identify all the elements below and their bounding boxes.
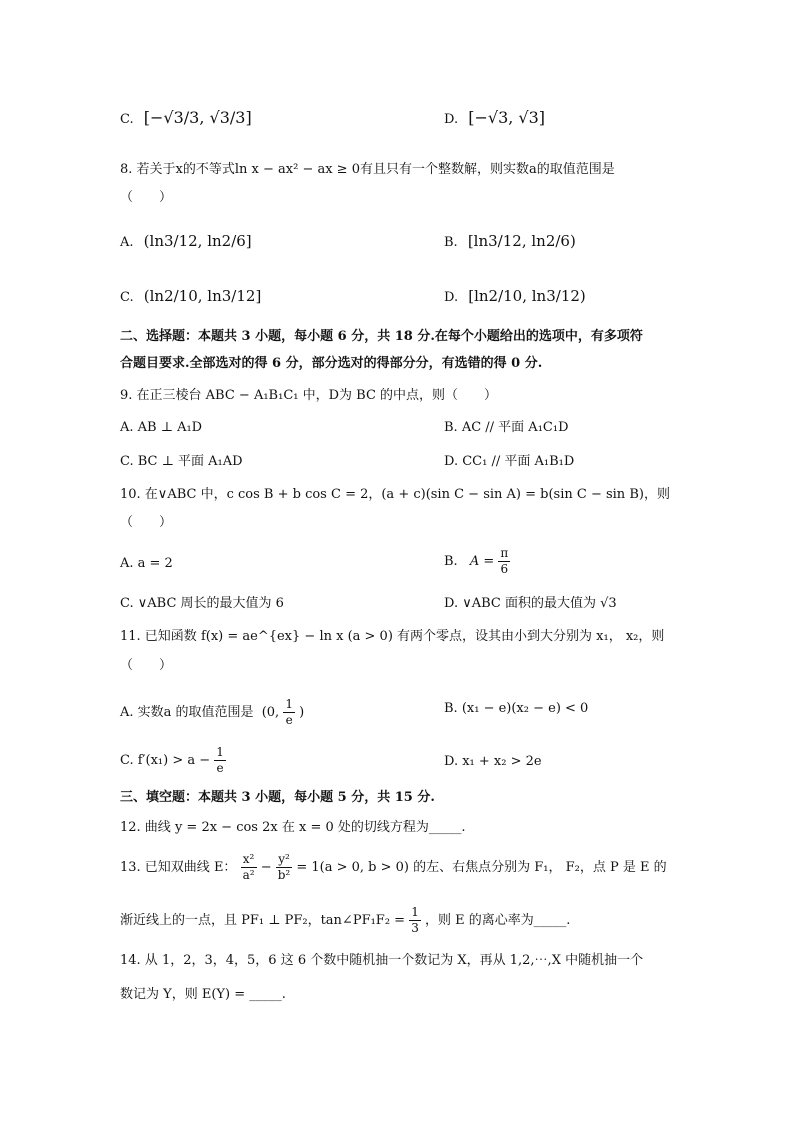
q13-f1-den: a² [242, 868, 255, 882]
q8-paren: （ ） [120, 190, 173, 205]
q11-option-d: D. x₁ + x₂ > 2e [444, 754, 542, 769]
q11-option-b: B. (x₁ − e)(x₂ − e) < 0 [444, 701, 589, 716]
q8-option-a-label: A. [120, 235, 134, 250]
q8-option-b [444, 231, 576, 253]
q8-option-b-expr: [ln3/12, ln2/6) [467, 232, 576, 250]
q10-option-b [444, 546, 510, 577]
q10-option-b-fraction [498, 546, 510, 577]
q13-f2-den: b² [277, 868, 291, 882]
section2-line1: 二、选择题：本题共 3 小题，每小题 6 分，共 18 分.在每个小题给出的选项中，有多项符 [120, 329, 643, 344]
q13-pre: 13. 已知双曲线 E： [120, 860, 237, 875]
q11-option-a-den: e [285, 713, 293, 727]
q11-option-c-pre: C. f′(x₁) > a − [120, 753, 211, 768]
q8-option-d-expr: [ln2/10, ln3/12) [468, 287, 586, 305]
section3-line1: 三、填空题：本题共 3 小题，每小题 5 分，共 15 分. [120, 790, 435, 805]
q10-option-a: A. a = 2 [120, 556, 173, 571]
q13-post: = 1(a > 0, b > 0) 的左、右焦点分别为 F₁， F₂，点 P 是 E 的 [296, 860, 667, 875]
q13-fraction-x [241, 852, 257, 883]
q9-option-b: B. AC // 平面 A₁C₁D [444, 420, 569, 435]
q11-option-c-den: e [216, 761, 224, 775]
q10-option-d: D. ∨ABC 面积的最大值为 √3 [444, 596, 617, 611]
q9-option-a: A. AB ⊥ A₁D [120, 420, 203, 435]
q13-line2-post: ，则 E 的离心率为_____. [424, 913, 571, 928]
q13-fraction-y [276, 852, 293, 883]
q13-fraction-tan [409, 905, 421, 936]
q11-option-a-lparen: (0, [261, 705, 280, 720]
q13-line1 [120, 852, 667, 883]
q8-option-b-label: B. [444, 235, 458, 250]
q7-option-c-expr: [−√3/3, √3/3] [143, 108, 252, 127]
q7-option-c [120, 108, 252, 130]
q8-option-c [120, 286, 261, 308]
q11-stem: 11. 已知函数 f(x) = ae^{ex} − ln x (a > 0) 有两个零点，设其由小到大分别为 x₁， x₂，则 [120, 629, 665, 644]
section2-line2: 合题目要求.全部选对的得 6 分，部分选对的得部分分，有选错的得 0 分. [120, 356, 543, 371]
q13-f2-num: y² [276, 852, 293, 868]
q10-stem: 10. 在∨ABC 中，c cos B + b cos C = 2，(a + c)(sin C − sin A) = b(sin C − sin B)，则 [120, 487, 670, 502]
q8-option-d [444, 286, 586, 308]
q10-option-b-den: 6 [500, 562, 509, 576]
q13-line2 [120, 905, 570, 936]
q10-option-b-num: π [500, 546, 509, 560]
q11-option-c-num: 1 [216, 745, 224, 759]
q14-line1: 14. 从 1，2，3，4，5，6 这 6 个数中随机抽一个数记为 X，再从 1,2,⋯,X 中随机抽一个 [120, 953, 644, 968]
q8-stem: 8. 若关于x的不等式ln x − ax² − ax ≥ 0有且只有一个整数解，则实数a的取值范围是 [120, 162, 615, 177]
q13-f3-num: 1 [411, 905, 419, 919]
q11-option-a [120, 697, 304, 728]
q13-f1-num: x² [241, 852, 257, 868]
q12-stem: 12. 曲线 y = 2x − cos 2x 在 x = 0 处的切线方程为_____. [120, 820, 466, 835]
q7-option-d-label: D. [444, 112, 459, 127]
q9-option-c: C. BC ⊥ 平面 A₁AD [120, 454, 243, 469]
q10-option-b-label: B. [444, 554, 458, 569]
q7-option-d [444, 108, 545, 130]
q7-option-d-expr: [−√3, √3] [468, 108, 546, 127]
q8-option-a [120, 231, 252, 253]
q11-paren: （ ） [120, 658, 173, 673]
q13-f3-den: 3 [411, 921, 419, 935]
q8-option-a-expr: (ln3/12, ln2/6] [143, 232, 252, 250]
q11-option-a-num: 1 [285, 697, 293, 711]
q11-option-a-pre: A. 实数a 的取值范围是 [120, 705, 254, 720]
q14-line2: 数记为 Y，则 E(Y) = _____. [120, 987, 286, 1002]
q8-option-c-expr: (ln2/10, ln3/12] [143, 287, 262, 305]
q7-option-c-label: C. [120, 112, 134, 127]
q10-option-b-lhs: A = [469, 554, 495, 569]
q9-option-d: D. CC₁ // 平面 A₁B₁D [444, 454, 575, 469]
q10-paren: （ ） [120, 515, 173, 530]
q11-option-a-rparen: ) [299, 705, 305, 720]
q8-option-c-label: C. [120, 290, 134, 305]
q10-option-c: C. ∨ABC 周长的最大值为 6 [120, 596, 284, 611]
q13-minus: − [260, 860, 272, 875]
q9-stem: 9. 在正三棱台 ABC − A₁B₁C₁ 中，D为 BC 的中点，则（ ） [120, 388, 498, 403]
q11-option-c-fraction [214, 745, 226, 776]
q13-line2-pre: 渐近线上的一点，且 PF₁ ⊥ PF₂，tan∠PF₁F₂ = [120, 913, 406, 928]
q11-option-c [120, 745, 226, 776]
q11-option-a-fraction [283, 697, 295, 728]
q8-option-d-label: D. [444, 290, 459, 305]
